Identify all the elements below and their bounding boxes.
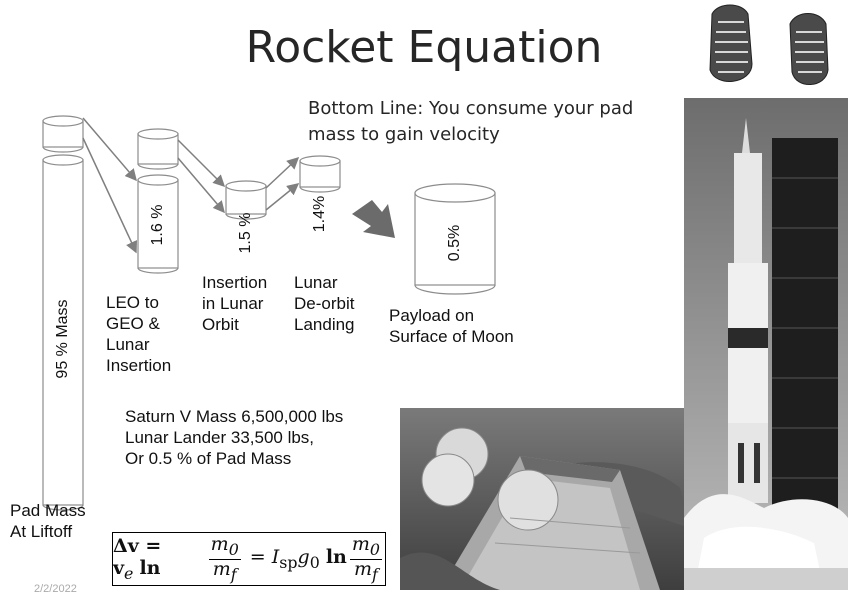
- landing-stage-label: Lunar De-orbit Landing: [294, 273, 355, 334]
- pad-mass-label: Pad Mass At Liftoff: [10, 501, 86, 541]
- pad-top-cylinder: [43, 116, 83, 152]
- loi-percent-label: 1.5 %: [237, 212, 254, 254]
- leo-stage-label: LEO to GEO & Lunar Insertion: [106, 293, 172, 375]
- payload-percent-label: 0.5%: [446, 224, 463, 262]
- bottom-line-text: Bottom Line: You consume your pad mass to gain velocity: [308, 98, 634, 145]
- rocket-equation-formula: $\Delta v = v_e$ ln $\frac{m_0}{m_f}$ = $I_{sp}g_0$ ln $\frac{m_0}{m_f}$: [112, 532, 386, 586]
- saturn-v-launch-photo: [684, 98, 848, 590]
- footer-date: 2/2/2022: [34, 583, 77, 595]
- payload-block-arrow: [352, 200, 395, 238]
- pad-percent-label: 95 % Mass: [54, 299, 71, 379]
- loi-stage-label: Insertion in Lunar Orbit: [202, 273, 268, 334]
- page-title: Rocket Equation: [245, 22, 603, 73]
- leo-percent-label: 1.6 %: [149, 204, 166, 246]
- apollo-capsule-splashdown-photo: [400, 408, 700, 590]
- saturn-v-note: Saturn V Mass 6,500,000 lbs Lunar Lander 33,500 lbs, Or 0.5 % of Pad Mass: [125, 407, 344, 468]
- landing-stage-cylinder: [300, 156, 340, 192]
- payload-stage-label: Payload on Surface of Moon: [389, 306, 514, 346]
- astronaut-boot-print-icon: [698, 0, 848, 92]
- landing-percent-label: 1.4%: [311, 195, 328, 233]
- leo-top-cylinder: [138, 129, 178, 169]
